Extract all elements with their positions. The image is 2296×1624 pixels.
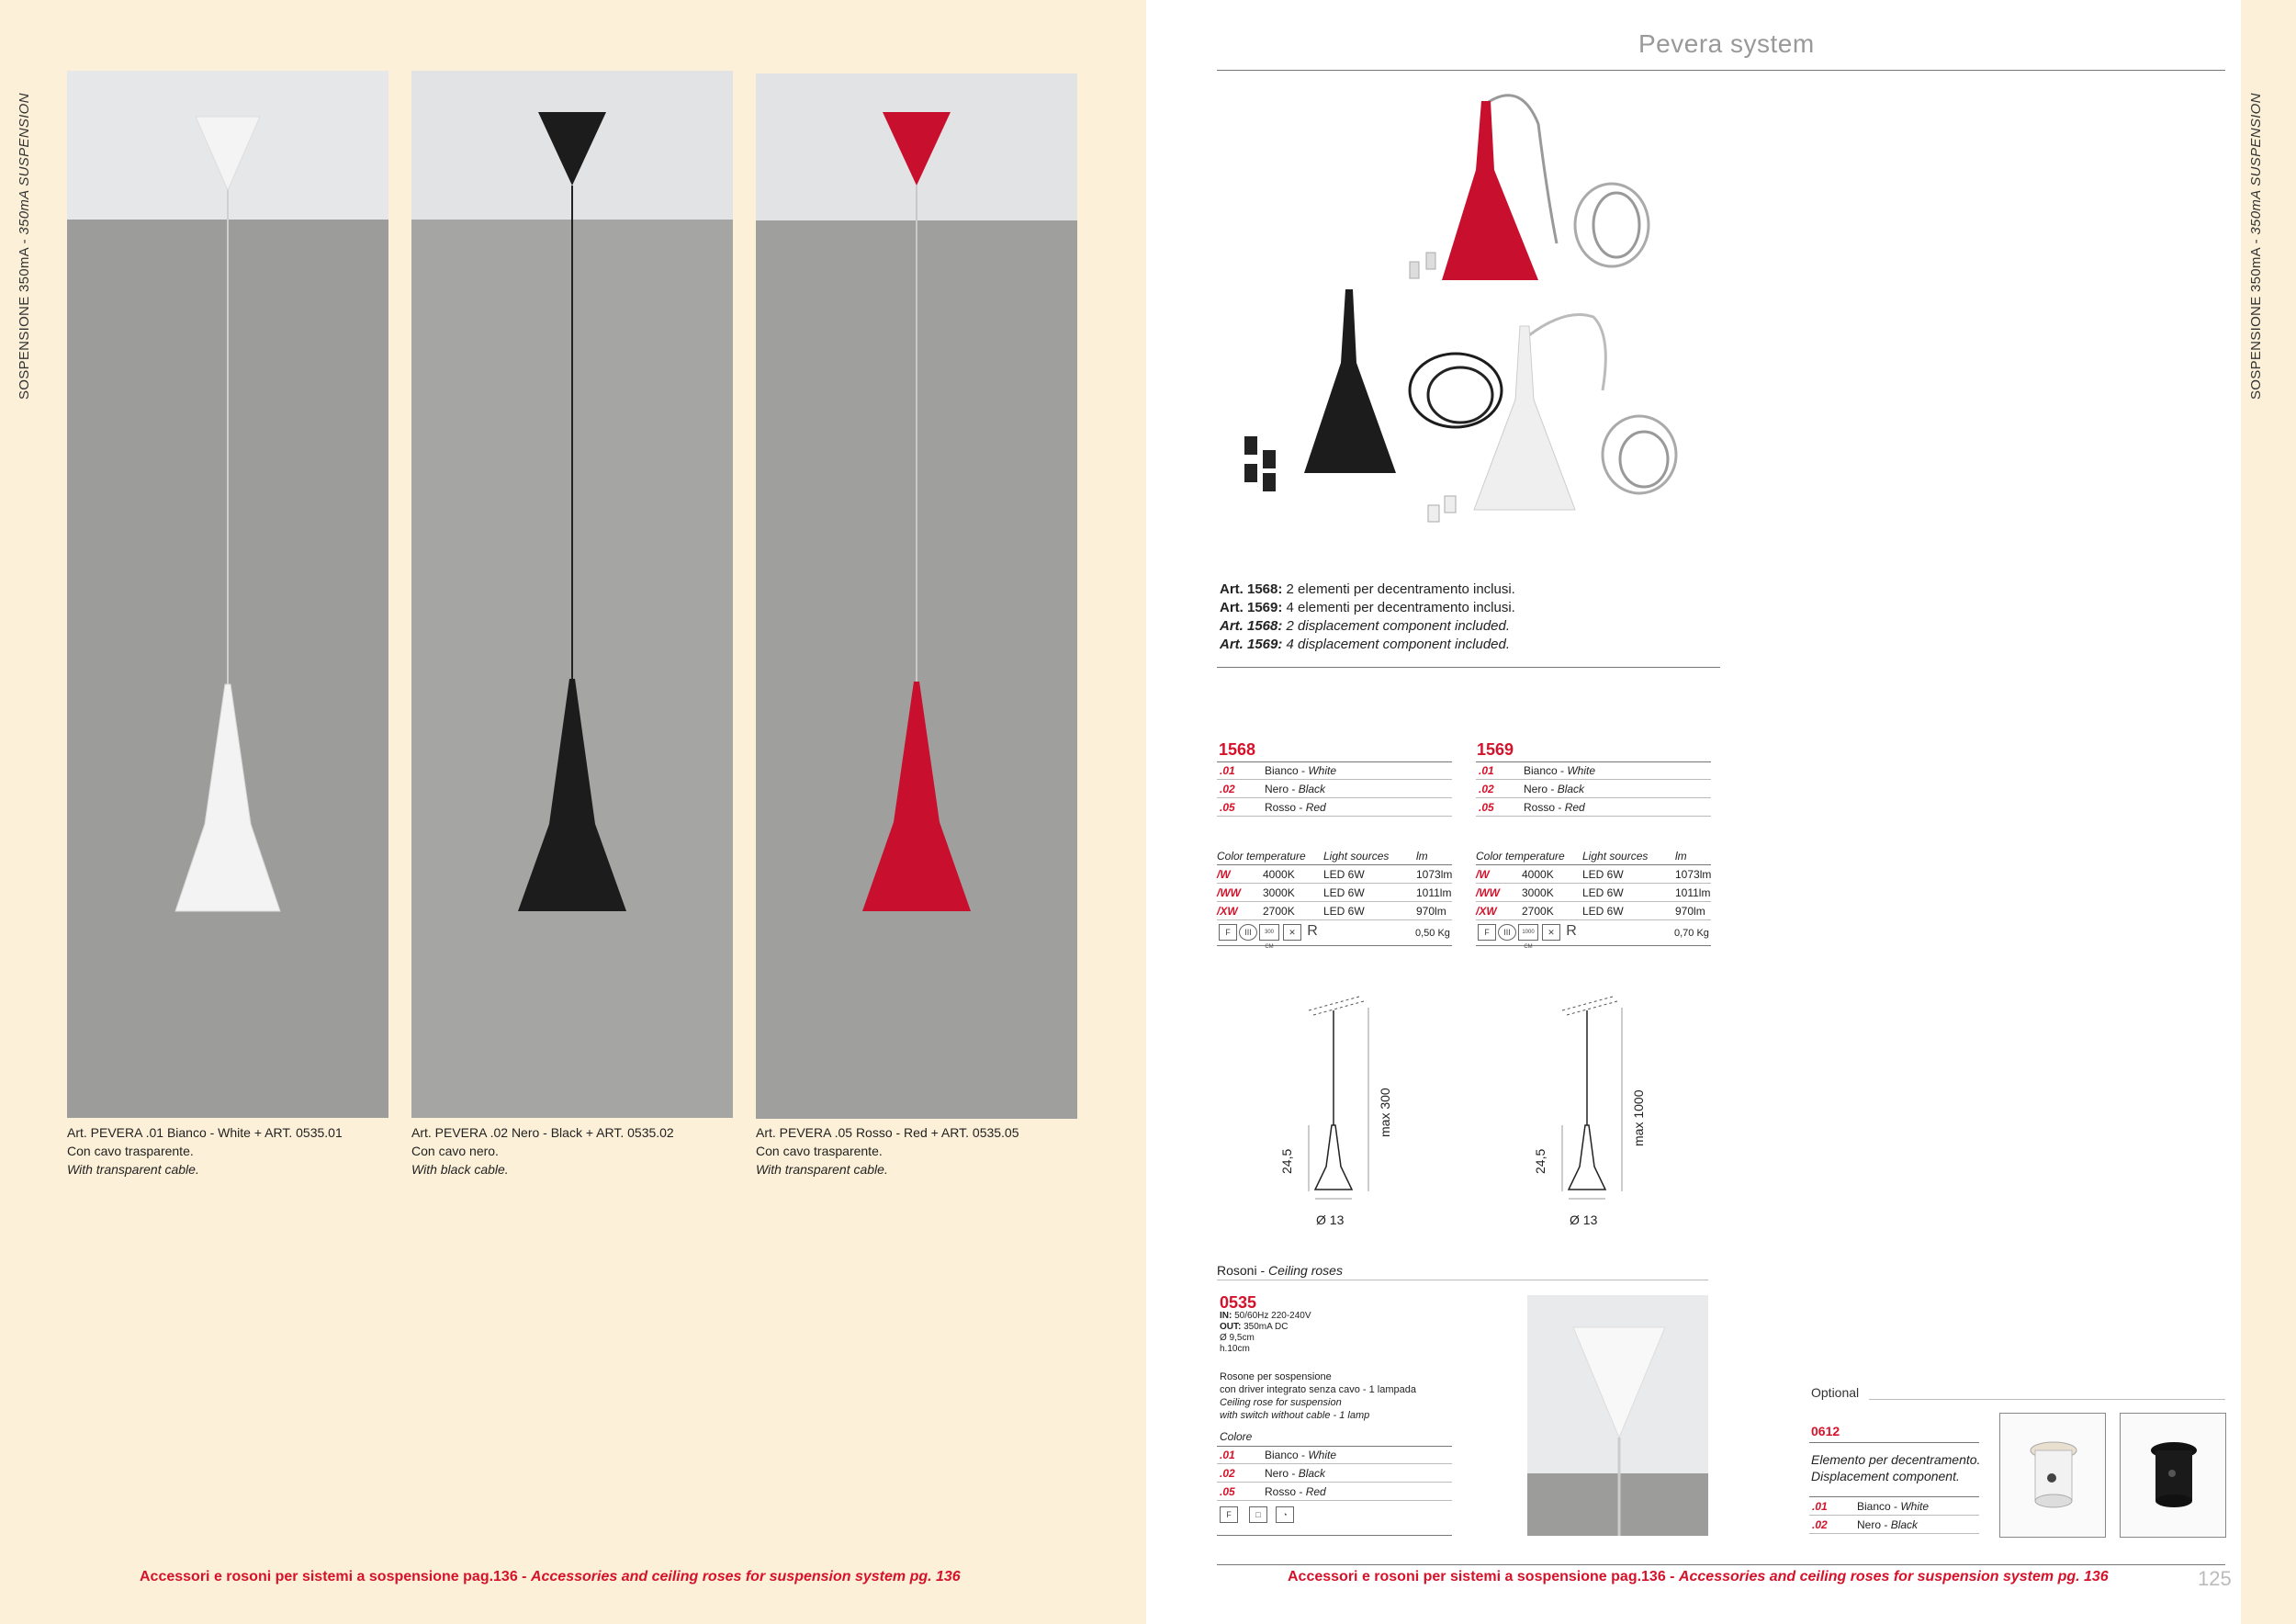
certification-icons [1476, 920, 1711, 950]
spec-header: Color temperature Light sources lm [1217, 847, 1452, 865]
product-photo-black [411, 71, 733, 1118]
color-row: .01 Bianco - White [1809, 1497, 1979, 1516]
r-mark-icon: R [1566, 923, 1577, 939]
certification-icons [1217, 920, 1452, 950]
spec-row: /WW 3000K LED 6W 1011lm [1476, 884, 1711, 902]
color-row: .02 Nero - Black [1217, 1464, 1452, 1483]
article-code-1569: 1569 [1477, 740, 1514, 759]
spec-row: /XW 2700K LED 6W 970lm [1217, 902, 1452, 920]
footer-note-left: Accessori e rosoni per sistemi a sospensione pag.136 - Accessories and ceiling roses for suspension system pg. 136 [140, 1569, 961, 1585]
optional-title: Optional [1811, 1385, 1860, 1400]
color-row: .02 Nero - Black [1217, 780, 1452, 798]
color-row: .05 Rosso - Red [1217, 798, 1452, 817]
ceiling-rose-photo [1527, 1295, 1708, 1536]
no-bin-icon: ✕ [1542, 924, 1560, 941]
side-label-right: SOSPENSIONE 350mA - 350mA SUSPENSION [2248, 93, 2264, 400]
product-caption-red: Art. PEVERA .05 Rosso - Red + ART. 0535.05 Con cavo trasparente. With transparent cable. [756, 1125, 1019, 1177]
color-row: .01 Bianco - White [1217, 761, 1452, 780]
color-row: .02 Nero - Black [1809, 1516, 1979, 1534]
color-row: .05 Rosso - Red [1217, 1483, 1452, 1501]
product-caption-white: Art. PEVERA .01 Bianco - White + ART. 0535.01 Con cavo trasparente. With transparent cable. [67, 1125, 343, 1177]
rule [1869, 1399, 2225, 1400]
page-number: 125 [2198, 1567, 2232, 1590]
class-icon: □ [1249, 1506, 1267, 1523]
class-icon: III [1498, 924, 1516, 941]
height-label: 24,5 [1279, 1148, 1294, 1174]
dimension-drawing-1568 [1267, 987, 1396, 1226]
diameter-label: Ø 13 [1570, 1212, 1598, 1227]
max-length-label: max 1000 [1631, 1089, 1646, 1146]
cable-length-icon: 300 CM [1259, 924, 1279, 941]
diameter-label: Ø 13 [1316, 1212, 1345, 1227]
spec-row: /W 4000K LED 6W 1073lm [1476, 865, 1711, 884]
cable-length-icon: 1000 CM [1518, 924, 1538, 941]
page-title: Pevera system [1638, 29, 1815, 58]
rosoni-icons [1217, 1503, 1452, 1536]
desc-rule [1217, 667, 1720, 668]
max-length-label: max 300 [1378, 1088, 1392, 1137]
height-label: 24,5 [1533, 1148, 1548, 1174]
r-mark-icon: R [1307, 923, 1318, 939]
spec-row: /WW 3000K LED 6W 1011lm [1217, 884, 1452, 902]
rosoni-title: Rosoni - Ceiling roses [1217, 1263, 1343, 1278]
spec-header: Color temperature Light sources lm [1476, 847, 1711, 865]
article-code-1568: 1568 [1219, 740, 1256, 759]
driver-icon: ◔ [1276, 1506, 1294, 1523]
color-row: .05 Rosso - Red [1476, 798, 1711, 817]
color-row: .02 Nero - Black [1476, 780, 1711, 798]
spec-row: /XW 2700K LED 6W 970lm [1476, 902, 1711, 920]
kit-photo [1208, 87, 1722, 574]
article-code-0535: 0535 [1220, 1293, 1257, 1312]
footer-note-right: Accessori e rosoni per sistemi a sospensione pag.136 - Accessories and ceiling roses for suspension system pg. 136 [1288, 1569, 2109, 1585]
kit-description: Art. 1568: 2 elementi per decentramento inclusi. Art. 1569: 4 elementi per decentramento inclusi. Art. 1568: 2 displacement component included. Art. 1569: 4 displacement component included. [1220, 581, 1515, 652]
component-photo-black [2120, 1413, 2226, 1538]
footer-rule [1217, 1564, 2225, 1565]
no-bin-icon: ✕ [1283, 924, 1301, 941]
component-photo-white [1999, 1413, 2106, 1538]
color-row: .01 Bianco - White [1476, 761, 1711, 780]
product-caption-black: Art. PEVERA .02 Nero - Black + ART. 0535.02 Con cavo nero. With black cable. [411, 1125, 674, 1177]
dimension-drawing-1569 [1521, 987, 1649, 1226]
left-page [0, 0, 1146, 1624]
rosoni-description: Rosone per sospensione con driver integrato senza cavo - 1 lampada Ceiling rose for suspension with switch without cable - 1 lamp [1220, 1371, 1417, 1421]
optional-description: Elemento per decentramento. Displacement component. [1811, 1452, 1981, 1483]
article-code-0612: 0612 [1811, 1424, 1840, 1438]
spec-row: /W 4000K LED 6W 1073lm [1217, 865, 1452, 884]
product-photo-red [756, 73, 1077, 1119]
f-mark-icon: F [1219, 924, 1237, 941]
side-label-left: SOSPENSIONE 350mA - 350mA SUSPENSION [17, 93, 32, 400]
rosoni-specs: IN: 50/60Hz 220-240V OUT: 350mA DC Ø 9,5cm h.10cm [1220, 1311, 1311, 1354]
product-photo-white [67, 71, 388, 1118]
class-icon: III [1239, 924, 1257, 941]
weight: 0,70 Kg [1674, 928, 1709, 939]
f-mark-icon: F [1220, 1506, 1238, 1523]
rule [1809, 1442, 1979, 1443]
color-row: .01 Bianco - White [1217, 1446, 1452, 1464]
title-rule [1217, 70, 2225, 71]
f-mark-icon: F [1478, 924, 1496, 941]
weight: 0,50 Kg [1415, 928, 1450, 939]
colore-label: Colore [1220, 1430, 1253, 1443]
